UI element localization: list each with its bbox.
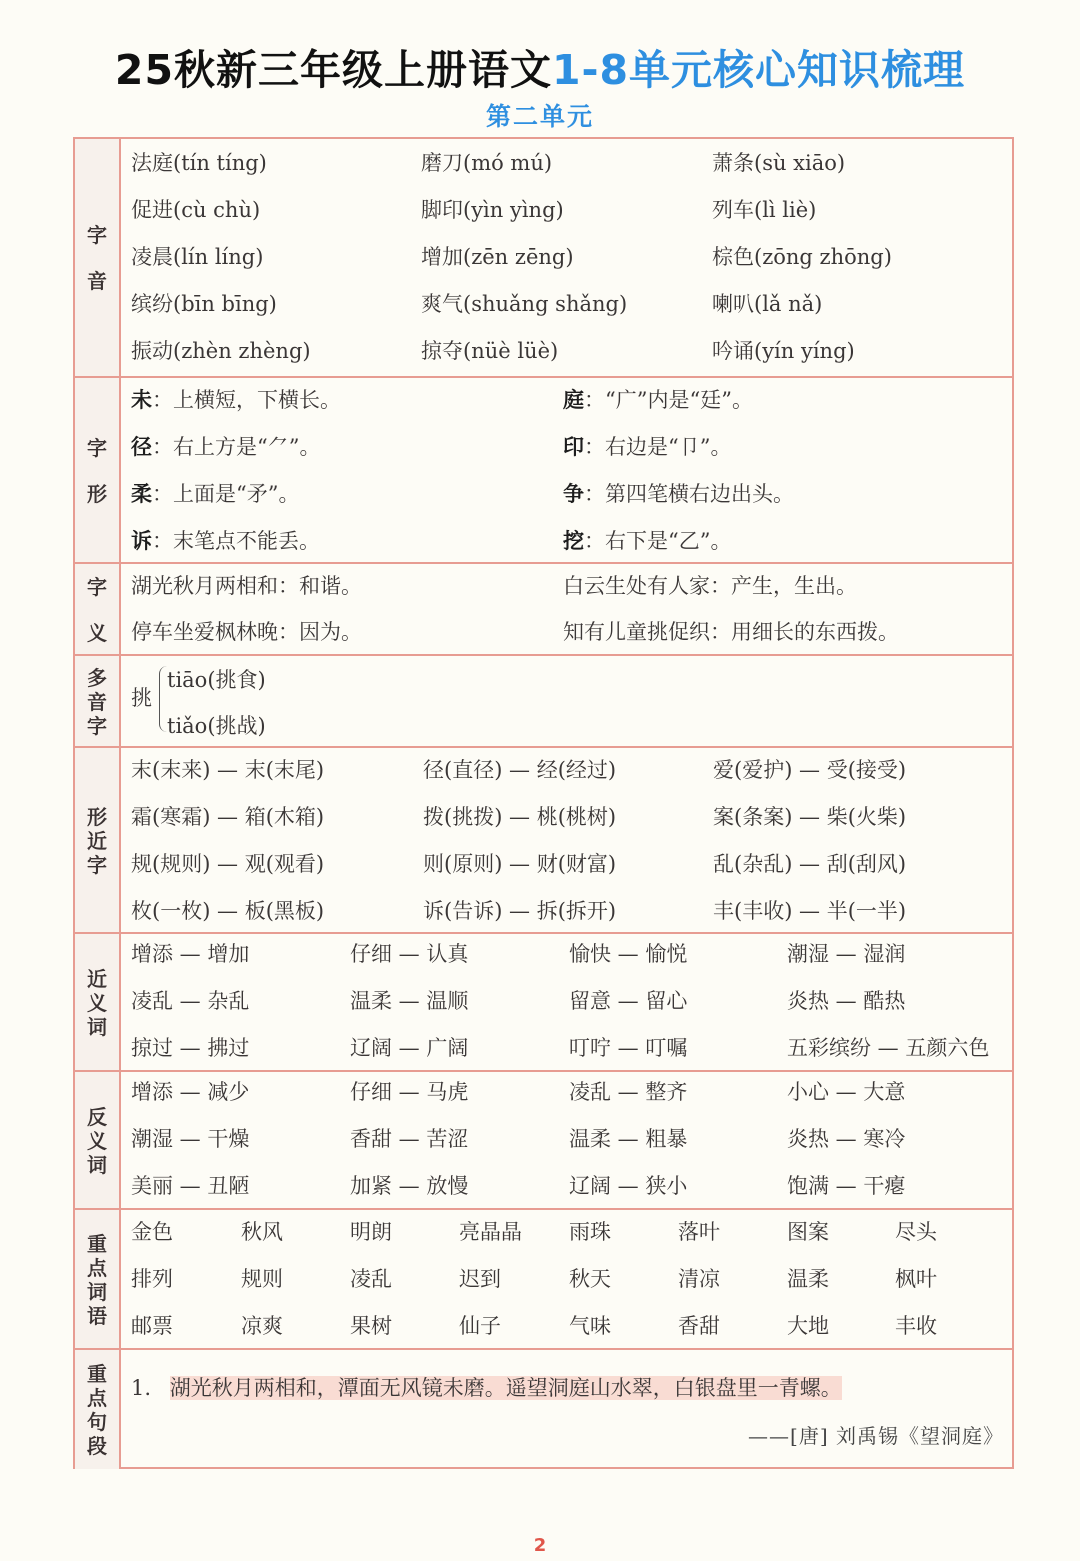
synonym-item: 叮咛 — 叮嘱 [569, 1036, 688, 1060]
section-meaning [75, 562, 1012, 656]
form-char: 径 [131, 434, 152, 459]
polyphone-char: 挑 [131, 686, 152, 710]
form-note: ：右上方是“⺈”。 [152, 435, 321, 459]
key-word-item: 规则 [241, 1267, 283, 1291]
form-char: 印 [563, 434, 584, 459]
page-title [0, 40, 1080, 100]
key-word-item: 落叶 [678, 1220, 720, 1244]
synonym-item: 五彩缤纷 — 五颜六色 [787, 1036, 990, 1060]
synonym-item: 潮湿 — 湿润 [787, 942, 906, 966]
similar-form-item: 径(直径) — 经(经过) [423, 758, 617, 782]
form-note: ：上面是“矛”。 [152, 482, 300, 506]
key-sentence-source: ——[唐] 刘禹锡《望洞庭》 [748, 1424, 1004, 1448]
form-note: ：末笔点不能丢。 [152, 529, 320, 553]
key-word-item: 亮晶晶 [459, 1220, 522, 1244]
synonym-item: 炎热 — 酷热 [787, 989, 906, 1013]
pronunciation-item: 脚印(yìn yìng) [421, 198, 564, 222]
section-label-antonyms: 反 义 词 [75, 1072, 121, 1210]
similar-form-item: 规(规则) — 观(观看) [131, 852, 325, 876]
meaning-item: 湖光秋月两相和：和谐。 [131, 574, 362, 598]
key-word-item: 迟到 [459, 1267, 501, 1291]
pronunciation-item: 促进(cù chù) [131, 198, 261, 222]
unit-title: 第二单元 [485, 102, 594, 131]
polyphone-reading-1: tiāo(挑食) [167, 668, 266, 692]
pronunciation-item: 缤纷(bīn bīng) [131, 292, 277, 316]
pronunciation-item: 吟诵(yín yíng) [712, 339, 855, 363]
form-item [131, 474, 299, 514]
key-word-item: 秋天 [569, 1267, 611, 1291]
antonym-item: 温柔 — 粗暴 [569, 1127, 688, 1151]
form-item [563, 474, 794, 514]
antonym-item: 加紧 — 放慢 [350, 1174, 469, 1198]
section-antonyms [75, 1070, 1012, 1210]
similar-form-item: 则(原则) — 财(财富) [423, 852, 617, 876]
form-item [131, 427, 320, 467]
knowledge-table [73, 137, 1014, 1469]
polyphone-reading-2: tiǎo(挑战) [167, 714, 266, 738]
synonym-item: 愉快 — 愉悦 [569, 942, 688, 966]
pronunciation-item: 磨刀(mó mú) [421, 151, 553, 175]
pronunciation-item: 喇叭(lǎ nǎ) [712, 292, 823, 316]
synonym-item: 增添 — 增加 [131, 942, 250, 966]
form-char: 柔 [131, 481, 152, 506]
key-word-item: 枫叶 [895, 1267, 937, 1291]
page-number: 2 [533, 1535, 547, 1556]
similar-form-item: 乱(杂乱) — 刮(刮风) [713, 852, 907, 876]
pronunciation-item: 列车(lì liè) [712, 198, 817, 222]
form-char: 未 [131, 387, 152, 412]
pronunciation-item: 振动(zhèn zhèng) [131, 339, 311, 363]
key-word-item: 尽头 [895, 1220, 937, 1244]
section-label-pronunciation: 字 音 [75, 139, 121, 376]
form-item [563, 380, 753, 420]
section-synonyms [75, 932, 1012, 1072]
antonym-item: 增添 — 减少 [131, 1080, 250, 1104]
key-word-item: 果树 [350, 1314, 392, 1338]
key-word-item: 气味 [569, 1314, 611, 1338]
pronunciation-item: 掠夺(nüè lüè) [421, 339, 559, 363]
synonym-item: 掠过 — 拂过 [131, 1036, 250, 1060]
form-note: ：右边是“卩”。 [584, 435, 732, 459]
meaning-item: 知有儿童挑促织：用细长的东西拨。 [563, 620, 899, 644]
key-word-item: 丰收 [895, 1314, 937, 1338]
form-char: 诉 [131, 528, 152, 553]
key-word-item: 邮票 [131, 1314, 173, 1338]
form-note: ：“广”内是“廷”。 [584, 388, 753, 412]
key-word-item: 明朗 [350, 1220, 392, 1244]
key-sentence-quote: 湖光秋月两相和，潭面无风镜未磨。遥望洞庭山水翠，白银盘里一青螺。 [169, 1376, 842, 1400]
key-word-item: 清凉 [678, 1267, 720, 1291]
synonym-item: 仔细 — 认真 [350, 942, 469, 966]
similar-form-item: 拨(挑拨) — 桃(桃树) [423, 805, 617, 829]
antonym-item: 仔细 — 马虎 [350, 1080, 469, 1104]
synonym-item: 凌乱 — 杂乱 [131, 989, 250, 1013]
antonym-item: 美丽 — 丑陋 [131, 1174, 250, 1198]
antonym-item: 小心 — 大意 [787, 1080, 906, 1104]
section-label-polyphone: 多 音 字 [75, 656, 121, 748]
form-item [131, 521, 320, 561]
key-word-item: 排列 [131, 1267, 173, 1291]
similar-form-item: 爱(爱护) — 受(接受) [713, 758, 907, 782]
key-word-item: 图案 [787, 1220, 829, 1244]
form-note: ：右下是“乙”。 [584, 529, 732, 553]
pronunciation-item: 法庭(tín tíng) [131, 151, 267, 175]
section-label-synonyms: 近 义 词 [75, 934, 121, 1072]
polyphone-brace-group [123, 656, 323, 748]
section-label-meaning: 字 义 [75, 564, 121, 656]
key-word-item: 香甜 [678, 1314, 720, 1338]
key-word-item: 仙子 [459, 1314, 501, 1338]
synonym-item: 温柔 — 温顺 [350, 989, 469, 1013]
key-sentence-number: 1. [131, 1376, 152, 1400]
similar-form-item: 枚(一枚) — 板(黑板) [131, 899, 325, 923]
pronunciation-item: 萧条(sù xiāo) [712, 151, 846, 175]
key-word-item: 温柔 [787, 1267, 829, 1291]
form-char: 挖 [563, 528, 584, 553]
similar-form-item: 案(条案) — 柴(火柴) [713, 805, 907, 829]
title-part-2: 1-8单元核心知识梳理 [551, 46, 966, 94]
antonym-item: 饱满 — 干瘪 [787, 1174, 906, 1198]
section-similar-form [75, 746, 1012, 934]
key-sentence [131, 1368, 842, 1408]
section-polyphone [75, 654, 1012, 748]
similar-form-item: 丰(丰收) — 半(一半) [713, 899, 907, 923]
section-key-sentences [75, 1348, 1012, 1469]
form-item [131, 380, 341, 420]
similar-form-item: 诉(告诉) — 拆(拆开) [423, 899, 617, 923]
antonym-item: 香甜 — 苦涩 [350, 1127, 469, 1151]
key-word-item: 雨珠 [569, 1220, 611, 1244]
key-word-item: 凌乱 [350, 1267, 392, 1291]
pronunciation-item: 凌晨(lín líng) [131, 245, 264, 269]
form-note: ：第四笔横右边出头。 [584, 482, 794, 506]
form-note: ：上横短，下横长。 [152, 388, 341, 412]
title-part-1: 25秋新三年级上册语文 [114, 46, 552, 94]
pronunciation-item: 增加(zēn zēng) [421, 245, 574, 269]
form-char: 庭 [563, 387, 584, 412]
meaning-item: 白云生处有人家：产生，生出。 [563, 574, 857, 598]
similar-form-item: 末(末来) — 末(末尾) [131, 758, 325, 782]
section-form [75, 376, 1012, 564]
pronunciation-item: 棕色(zōng zhōng) [712, 245, 892, 269]
key-word-item: 秋风 [241, 1220, 283, 1244]
section-label-key-sentences: 重 点 句 段 [75, 1350, 121, 1469]
antonym-item: 潮湿 — 干燥 [131, 1127, 250, 1151]
similar-form-item: 霜(寒霜) — 箱(木箱) [131, 805, 325, 829]
key-word-item: 大地 [787, 1314, 829, 1338]
section-label-form: 字 形 [75, 378, 121, 564]
meaning-item: 停车坐爱枫林晚：因为。 [131, 620, 362, 644]
key-word-item: 金色 [131, 1220, 173, 1244]
section-pronunciation [75, 139, 1012, 376]
form-item [563, 427, 731, 467]
key-word-item: 凉爽 [241, 1314, 283, 1338]
antonym-item: 凌乱 — 整齐 [569, 1080, 688, 1104]
section-label-key-words: 重 点 词 语 [75, 1210, 121, 1350]
section-key-words [75, 1208, 1012, 1350]
antonym-item: 辽阔 — 狭小 [569, 1174, 688, 1198]
section-label-similar-form: 形 近 字 [75, 748, 121, 934]
page-header [0, 40, 1080, 134]
antonym-item: 炎热 — 寒冷 [787, 1127, 906, 1151]
form-item [563, 521, 731, 561]
synonym-item: 留意 — 留心 [569, 989, 688, 1013]
pronunciation-item: 爽气(shuǎng shǎng) [421, 292, 628, 316]
form-char: 争 [563, 481, 584, 506]
synonym-item: 辽阔 — 广阔 [350, 1036, 469, 1060]
